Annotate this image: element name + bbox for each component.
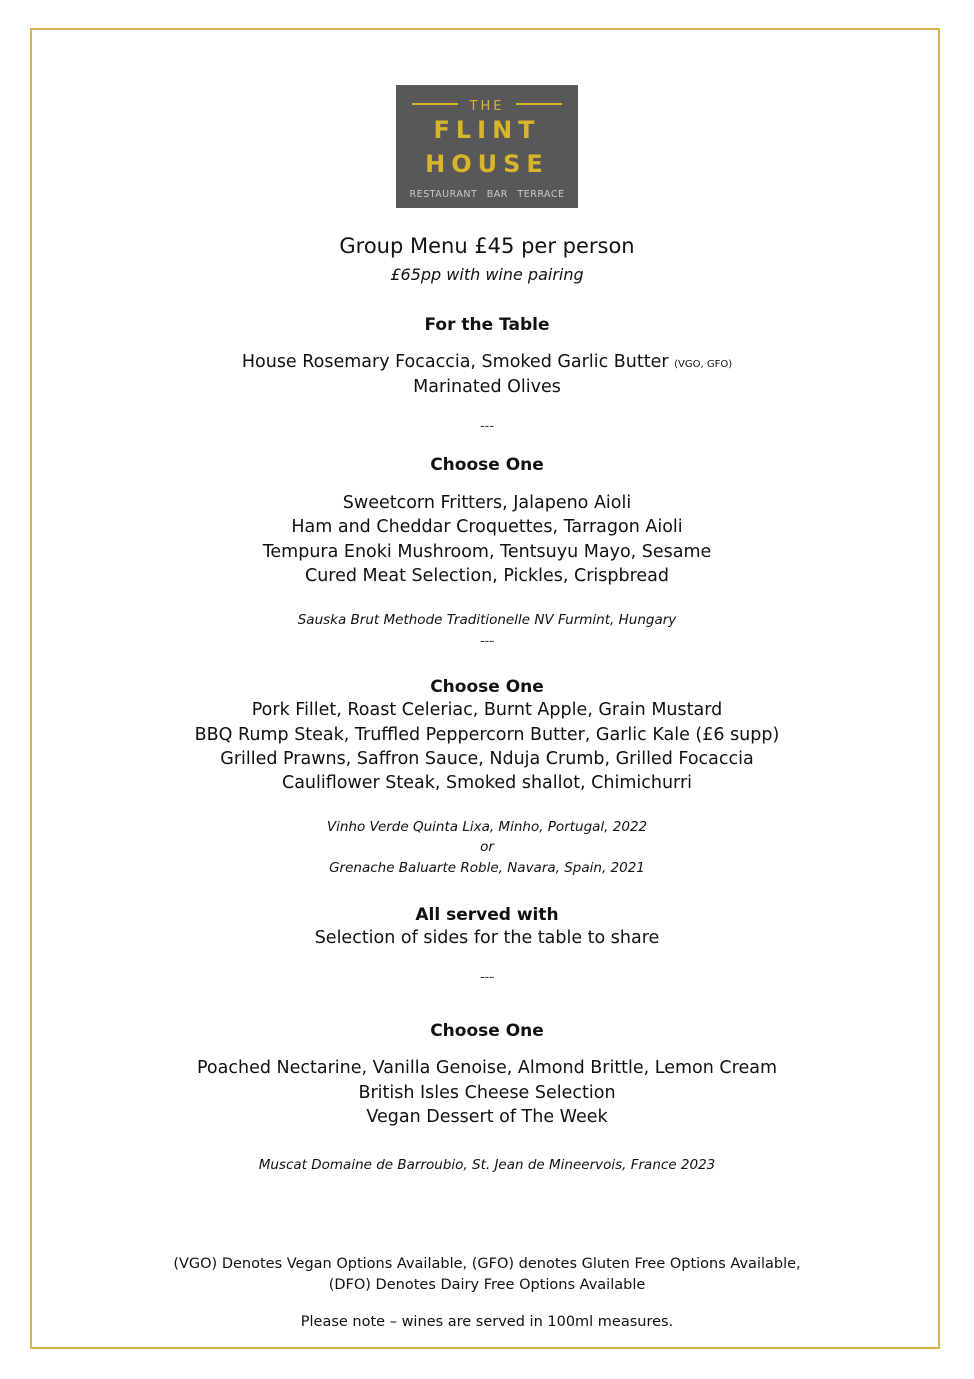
main-wine: Grenache Baluarte Roble, Navara, Spain, 2021 bbox=[329, 860, 645, 876]
dessert-item: Vegan Dessert of The Week bbox=[366, 1107, 608, 1127]
flint-house-logo bbox=[396, 85, 578, 208]
starters-heading: Choose One bbox=[430, 455, 544, 475]
table-item: Marinated Olives bbox=[413, 377, 561, 397]
starter-item: Tempura Enoki Mushroom, Tentsuyu Mayo, Sesame bbox=[262, 542, 712, 562]
logo-flint: FLINT bbox=[433, 116, 541, 144]
starter-item: Sweetcorn Fritters, Jalapeno Aioli bbox=[342, 493, 632, 513]
sides-heading: All served with bbox=[415, 905, 559, 925]
for-the-table-heading: For the Table bbox=[424, 315, 550, 335]
logo-rule-right bbox=[516, 103, 562, 105]
mains-heading: Choose One bbox=[430, 677, 544, 697]
logo-rule-left bbox=[412, 103, 458, 105]
dietary-key: (DFO) Denotes Dairy Free Options Available bbox=[328, 1277, 646, 1293]
dessert-wine: Muscat Domaine de Barroubio, St. Jean de Mineervois, France 2023 bbox=[258, 1157, 716, 1173]
table-item-name: House Rosemary Focaccia, Smoked Garlic Butter bbox=[241, 352, 669, 372]
separator: --- bbox=[479, 634, 495, 649]
main-item: BBQ Rump Steak, Truffled Peppercorn Butter, Garlic Kale (£6 supp) bbox=[194, 725, 780, 745]
main-item: Cauliflower Steak, Smoked shallot, Chimichurri bbox=[281, 773, 693, 793]
main-item: Pork Fillet, Roast Celeriac, Burnt Apple, Grain Mustard bbox=[251, 700, 723, 720]
dessert-item: Poached Nectarine, Vanilla Genoise, Almond Brittle, Lemon Cream bbox=[197, 1058, 777, 1078]
desserts-heading: Choose One bbox=[430, 1021, 544, 1041]
main-wine: Vinho Verde Quinta Lixa, Minho, Portugal, 2022 bbox=[326, 819, 648, 835]
menu-subtitle: £65pp with wine pairing bbox=[390, 265, 584, 284]
table-item bbox=[0, 352, 974, 372]
dietary-note: (VGO, GFO) bbox=[674, 359, 733, 370]
separator: --- bbox=[479, 419, 495, 434]
starter-wine: Sauska Brut Methode Traditionelle NV Furmint, Hungary bbox=[297, 612, 677, 628]
starter-item: Cured Meat Selection, Pickles, Crispbread bbox=[304, 566, 670, 586]
sides-text: Selection of sides for the table to share bbox=[314, 928, 660, 948]
wine-measure-note: Please note – wines are served in 100ml measures. bbox=[300, 1314, 674, 1330]
menu-title: Group Menu £45 per person bbox=[339, 234, 635, 258]
separator: --- bbox=[479, 970, 495, 985]
wine-or: or bbox=[480, 839, 494, 855]
starter-item: Ham and Cheddar Croquettes, Tarragon Aioli bbox=[291, 517, 683, 537]
dietary-key: (VGO) Denotes Vegan Options Available, (GFO) denotes Gluten Free Options Available, bbox=[173, 1256, 801, 1272]
logo-house: HOUSE bbox=[425, 150, 549, 178]
dessert-item: British Isles Cheese Selection bbox=[358, 1083, 616, 1103]
logo-the-row bbox=[396, 95, 578, 114]
logo-the: THE bbox=[469, 99, 505, 114]
logo-tagline: RESTAURANT BAR TERRACE bbox=[409, 189, 565, 200]
main-item: Grilled Prawns, Saffron Sauce, Nduja Crumb, Grilled Focaccia bbox=[220, 749, 754, 769]
